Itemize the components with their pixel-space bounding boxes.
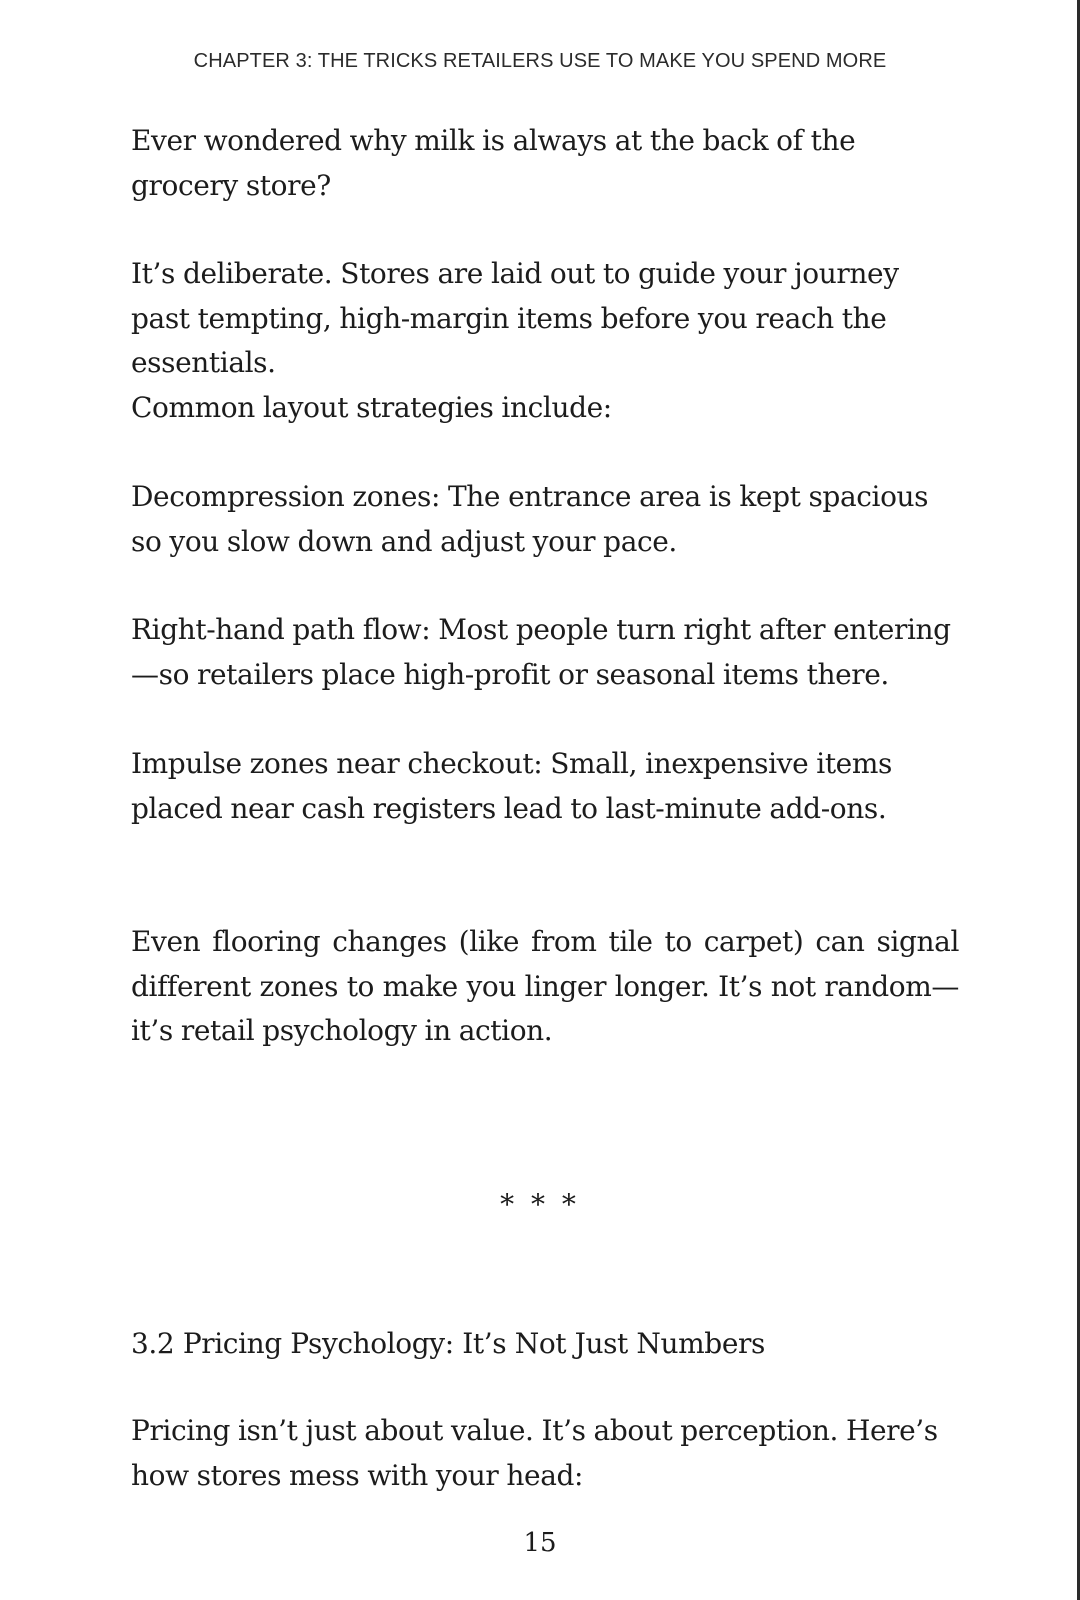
section-break: * * *: [500, 1188, 580, 1221]
paragraph-strategies-lead: Common layout strategies include:: [131, 391, 612, 424]
running-header: CHAPTER 3: THE TRICKS RETAILERS USE TO MAKE YOU SPEND MORE: [193, 50, 887, 72]
paragraph-deliberate: It’s deliberate. Stores are laid out to guide your journey past tempting, high-margin items before you reach the essentials.: [131, 257, 899, 379]
paragraph-impulse-zones: Impulse zones near checkout: Small, inexpensive items placed near cash registers lead to last-minute add-ons.: [131, 747, 892, 825]
paragraph-pricing-intro: Pricing isn’t just about value. It’s about perception. Here’s how stores mess with your head:: [131, 1414, 938, 1492]
page-number: 15: [523, 1528, 557, 1558]
paragraph-decompression-zones: Decompression zones: The entrance area is kept spacious so you slow down and adjust your pace.: [131, 480, 929, 558]
section-heading: 3.2 Pricing Psychology: It’s Not Just Numbers: [131, 1327, 765, 1360]
paragraph-right-hand-flow: Right-hand path flow: Most people turn right after entering—so retailers place high-profit or seasonal items there.: [131, 613, 951, 691]
paragraph-flooring: Even flooring changes (like from tile to carpet) can signal different zones to make you linger longer. It’s not random—it’s retail psychology in action.: [131, 925, 959, 1047]
paragraph-intro: Ever wondered why milk is always at the back of the grocery store?: [131, 124, 856, 202]
